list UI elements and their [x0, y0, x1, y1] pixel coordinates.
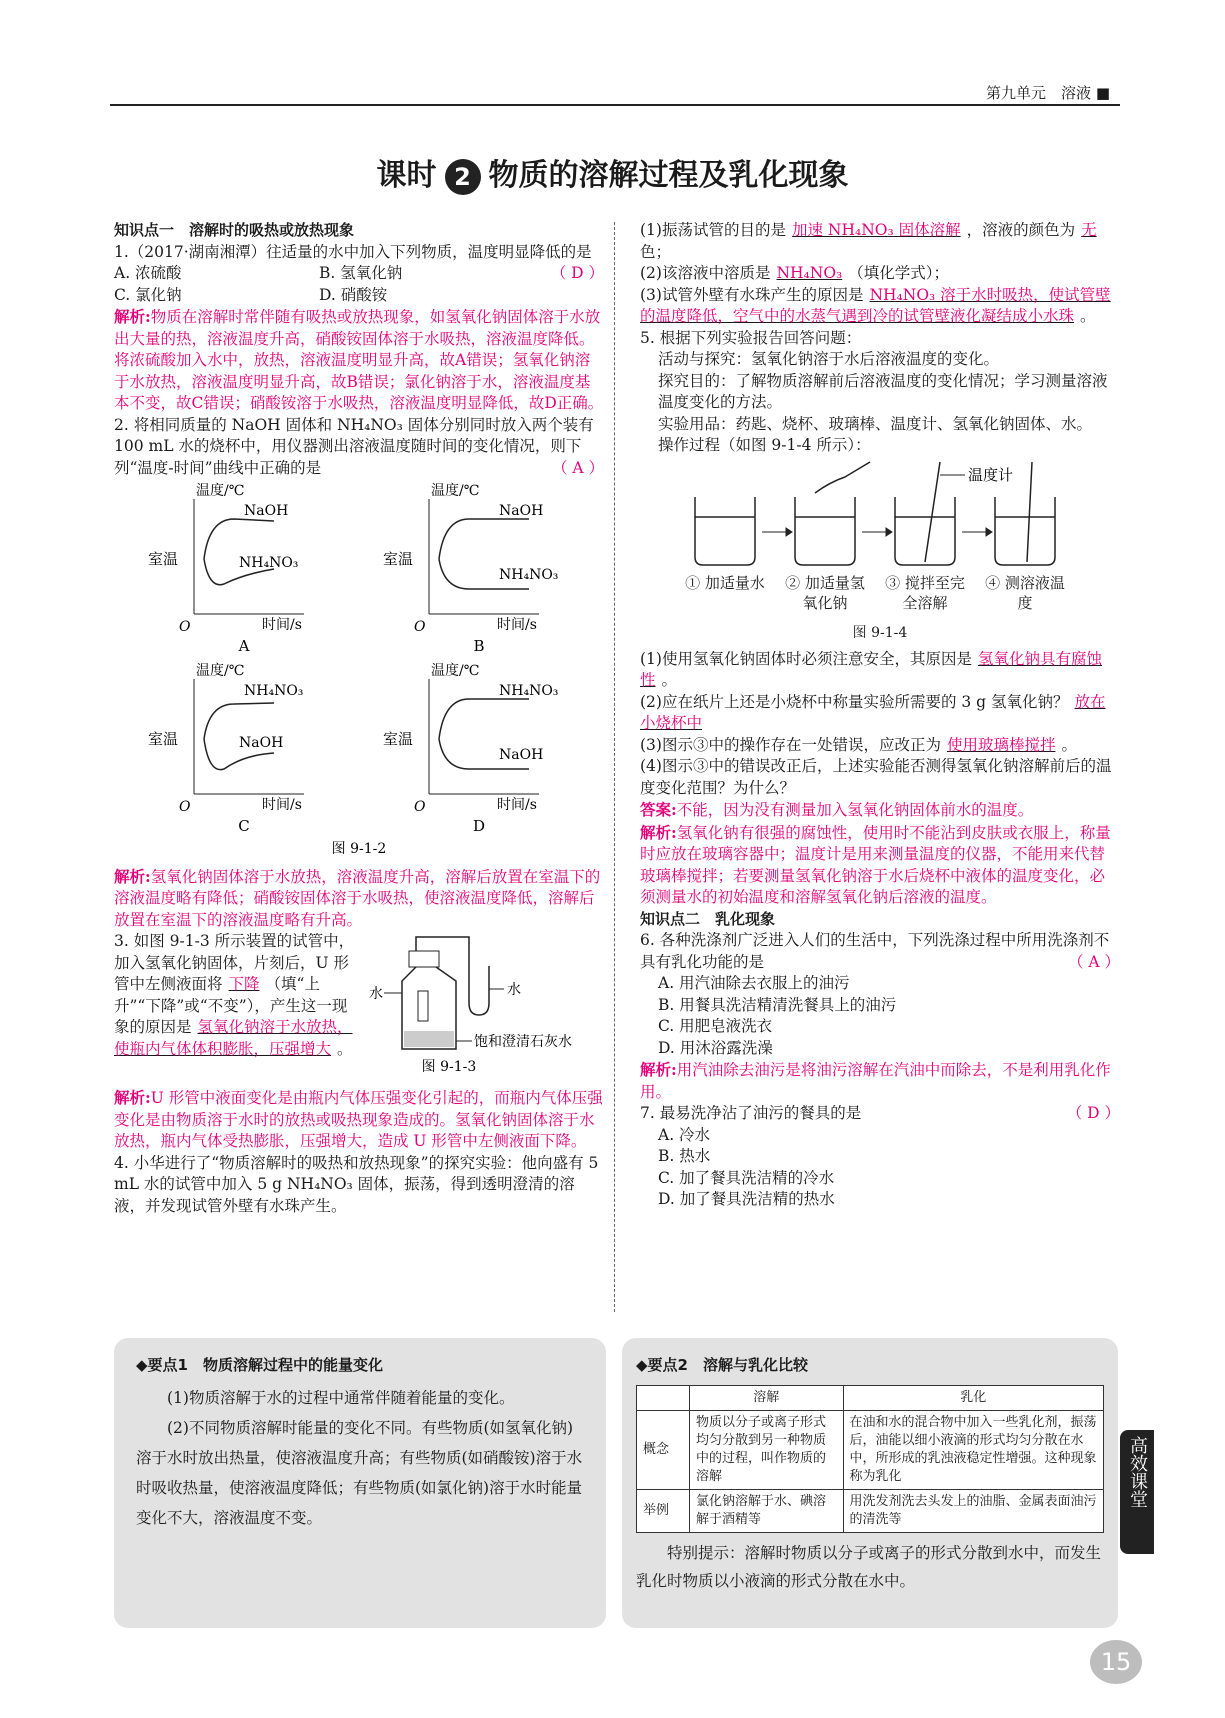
- thermometer-2: [1027, 462, 1032, 562]
- graph-D: [383, 662, 558, 835]
- q3-text: 3. 如图 9-1-3 所示装置的试管中，加入氢氧化钠固体，片刻后，U 形管中左侧液面将 下降 （填“上升”“下降”或“不变”），产生这一现象的原因是 氢氧化钠溶于水放热，使瓶内气体体积膨胀，压强增大 。: [114, 932, 355, 1058]
- svg-text:NH₄NO₃: NH₄NO₃: [239, 555, 299, 571]
- q4-stem: 4. 小华进行了“物质溶解时的吸热和放热现象”的探究实验：他向盛有 5 mL 水的试管中加入 5 g NH₄NO₃ 固体，振荡，得到透明澄清的溶液，并发现试管外壁有水珠产生。: [114, 1153, 599, 1215]
- beaker-3: [895, 497, 955, 565]
- svg-text:室温: 室温: [148, 730, 179, 748]
- figure-9-1-3: [364, 931, 604, 1081]
- svg-text:室温: 室温: [383, 730, 414, 748]
- q3-explanation: 解析:U 形管中液面变化是由瓶内气体压强变化引起的，而瓶内气体压强变化是由物质溶于水时的放热或吸热现象造成的。氢氧化钠固体溶于水放热，瓶内气体受热膨胀，压强增大，造成 U 形管中左侧液面下降。: [114, 1088, 603, 1150]
- q6-stem: 6. 各种洗涤剂广泛进入人们的生活中，下列洗涤过程中所用洗涤剂不具有乳化功能的是 （ A ）: [640, 931, 1120, 971]
- curve-top: [204, 519, 274, 559]
- q6-explanation: 解析:用汽油除去油污是将油污溶解在汽油中而除去，不是利用乳化作用。: [640, 1060, 1111, 1101]
- beaker-2: [795, 497, 855, 565]
- curve-top: [439, 519, 529, 559]
- svg-text:时间/s: 时间/s: [262, 617, 302, 633]
- header-unit: 第九单元 溶液 ■: [986, 84, 1110, 102]
- column-divider: [614, 222, 615, 1312]
- lesson-number-badge: 2: [445, 159, 481, 195]
- svg-text:B: B: [473, 637, 485, 655]
- thermometer-1: [925, 462, 940, 562]
- svg-text:NH₄NO₃: NH₄NO₃: [499, 567, 559, 583]
- q1-stem: 1.（2017·湖南湘潭）往适量的水中加入下列物质，温度明显降低的是 （ D ）: [114, 242, 604, 282]
- graph-C: [148, 662, 304, 835]
- page-title: 课时 2 物质的溶解过程及乳化现象: [376, 158, 849, 193]
- spoon: [815, 462, 870, 493]
- svg-text:水: 水: [369, 986, 383, 1002]
- svg-text:C: C: [238, 817, 250, 835]
- beaker-4: [995, 497, 1055, 565]
- q3-answer-1: 下降: [228, 975, 260, 993]
- beaker-1: [695, 497, 755, 565]
- svg-text:温度计: 温度计: [968, 465, 1014, 484]
- q7-stem: 7. 最易洗净沾了油污的餐具的是 （ D ）: [640, 1104, 1120, 1122]
- svg-text:D: D: [472, 817, 486, 835]
- svg-text:饱和澄清石灰水: 饱和澄清石灰水: [474, 1034, 572, 1050]
- svg-text:O: O: [179, 619, 191, 635]
- key-point-1-box: ◆要点1 物质溶解过程中的能量变化 (1)物质溶解于水的过程中通常伴随着能量的变化。 (2)不同物质溶解时能量的变化不同。有些物质(如氢氧化钠)溶于水时放出热量，使溶液温度升高；有些物质(如硝酸铵)溶于水时吸收热量，使溶液温度降低；有些物质(如氯化钠)溶于水时能量变化不大，溶液温度不变。: [114, 1338, 606, 1628]
- svg-text:室温: 室温: [148, 550, 179, 568]
- q1-options-row1: A. 浓硫酸 B. 氢氧化钠: [114, 264, 403, 282]
- graph-A: [148, 482, 304, 655]
- page-number: 15: [1090, 1640, 1142, 1684]
- q3-block: [114, 931, 604, 1087]
- q2-stem: 2. 将相同质量的 NaOH 固体和 NH₄NO₃ 固体分别同时放入两个装有 100 mL 水的烧杯中，用仪器测出溶液温度随时间的变化情况，则下列“温度-时间”曲线中正确的是 （ A ）: [114, 415, 604, 477]
- svg-text:NH₄NO₃: NH₄NO₃: [244, 683, 304, 699]
- svg-text:温度/℃: 温度/℃: [431, 483, 480, 499]
- svg-text:NaOH: NaOH: [499, 503, 544, 519]
- q1-options-row2: C. 氯化钠 D. 硝酸铵: [114, 285, 388, 304]
- graph-B: [383, 482, 558, 655]
- side-tab: 高效课堂: [1120, 1430, 1154, 1554]
- svg-text:温度/℃: 温度/℃: [196, 483, 245, 499]
- svg-text:NaOH: NaOH: [499, 747, 544, 763]
- curve-top: [439, 699, 529, 739]
- curve-top: [204, 703, 274, 739]
- svg-text:时间/s: 时间/s: [262, 797, 302, 813]
- svg-text:A: A: [238, 637, 250, 655]
- svg-text:O: O: [414, 799, 426, 815]
- comparison-table: 溶解 乳化 概念 物质以分子或离子形式均匀分散到另一种物质中的过程，叫作物质的溶解 在油和水的混合物中加入一些乳化剂，振荡后，油能以细小液滴的形式均匀分散在水中，所形成的乳浊液稳定性增强。这种现象称为乳化 举例 氯化钠溶解于水、碘溶解于酒精等 用洗发剂洗去头发上的油脂、金属表面油污的清洗等: [636, 1385, 1104, 1533]
- special-note: 特别提示：溶解时物质以分子或离子的形式分散到水中，而发生乳化时物质以小液滴的形式分散在水中。: [636, 1544, 1102, 1590]
- section-2-heading: 知识点二 乳化现象: [640, 909, 776, 928]
- right-column: (1)振荡试管的目的是 加速 NH₄NO₃ 固体溶解 ，溶液的颜色为 无色； (2)该溶液中溶质是 NH₄NO₃ （填化学式）； (3)试管外壁有水珠产生的原因是 NH₄NO₃ 溶于水时吸热，使试管壁的温度降低，空气中的水蒸气遇到冷的试管壁液化凝结成小水珠 。 5. 根据下列实验报告回答问题： 活动与探究：氢氧化钠溶于水后溶液温度的变化。 探究目的：了解物质溶解前后溶液温度的变化情况；学习测量溶液温度变化的方法。 实验用品：药匙、烧杯、玻璃棒、温度计、氢氧化钠固体、水。 操作过程（如图 9-1-4 所示）： 温度计 ① 加适量水 ② 加适量氢氧化钠 ③ 搅拌至完全溶解 ④ 测溶液温度 图 9-1-4 (1)使用氢氧化钠固体时必须注意安全，其原因是 氢氧化钠具有腐蚀性 。 (2)应在纸片上还是小烧杯中称量实验所需要的 3 g 氢氧化钠？ 放在小烧杯中 (3)图示③中的操作存在一处错误，应改正为 使用玻璃棒搅拌 。 (4)图示③中的错误改正后，上述实验能否测得氢氧化钠溶解前后的温度变化范围？为什么？ 答案:不能，因为没有测量加入氢氧化钠固体前水的温度。 解析:氢氧化钠有很强的腐蚀性，使用时不能沾到皮肤或衣服上，称量时应放在玻璃容器中；温度计是用来测量温度的仪器，不能用来代替玻璃棒搅拌；若要测量氢氧化钠溶于水后烧杯中液体的温度变化，必须测量水的初始温度和溶解氢氧化钠后溶液的温度。 知识点二 乳化现象 6. 各种洗涤剂广泛进入人们的生活中，下列洗涤过程中所用洗涤剂不具有乳化功能的是 （ A ） A. 用汽油除去衣服上的油污 B. 用餐具洗洁精清洗餐具上的油污 C. 用肥皂液洗衣 D. 用沐浴露洗澡 解析:用汽油除去油污是将油污溶解在汽油中而除去，不是利用乳化作用。 7. 最易洗净沾了油污的餐具的是 （ D ） A. 冷水 B. 热水 C. 加了餐具洗洁精的冷水 D. 加了餐具洗洁精的热水: [640, 221, 1120, 1208]
- figure-9-1-2: [114, 479, 604, 859]
- q1-explanation: 解析:物质在溶解时常伴随有吸热或放热现象，如氢氧化钠固体溶于水放出大量的热，溶液温度升高，硝酸铵固体溶于水吸热，溶液温度降低。将浓硫酸加入水中，放热，溶液温度明显升高，故A错误；氢氧化钠溶于水放热，溶液温度明显升高，故B错误；氯化钠溶于水，溶液温度基本不变，故C错误；硝酸铵溶于水吸热，溶液温度明显降低，故D正确。: [114, 307, 604, 412]
- svg-text:NH₄NO₃: NH₄NO₃: [499, 683, 559, 699]
- svg-text:O: O: [414, 619, 426, 635]
- svg-text:NaOH: NaOH: [239, 735, 284, 751]
- svg-text:图 9-1-3: 图 9-1-3: [421, 1059, 477, 1075]
- q5-answer: 答案:不能，因为没有测量加入氢氧化钠固体前水的温度。: [640, 800, 1034, 819]
- svg-text:温度/℃: 温度/℃: [196, 663, 245, 679]
- section-1-heading: 知识点一 溶解时的吸热或放热现象: [114, 221, 355, 239]
- svg-text:室温: 室温: [383, 550, 414, 568]
- svg-text:O: O: [179, 799, 191, 815]
- q2-explanation: 解析:氢氧化钠固体溶于水放热，溶液温度升高，溶解后放置在室温下的溶液温度略有降低；硝酸铵固体溶于水吸热，使溶液温度降低，溶解后放置在室温下的溶液温度略有升高。: [114, 866, 601, 929]
- key-point-1-title: ◆要点1 物质溶解过程中的能量变化: [136, 1356, 383, 1374]
- test-tube: [418, 991, 428, 1021]
- left-column: [114, 220, 604, 1217]
- svg-text:温度/℃: 温度/℃: [431, 663, 480, 679]
- svg-text:水: 水: [507, 982, 521, 998]
- bottle-stopper: [409, 951, 439, 967]
- q4-sub: (1)振荡试管的目的是 加速 NH₄NO₃ 固体溶解 ，溶液的颜色为 无色；: [640, 221, 1097, 261]
- svg-text:时间/s: 时间/s: [497, 797, 537, 813]
- q3-answer-2: 氢氧化钠溶于水放热，使瓶内气体体积膨胀，压强增大: [114, 1018, 353, 1058]
- key-point-2-box: [622, 1338, 1118, 1628]
- u-tube: [416, 937, 489, 1015]
- figure-9-1-4: 温度计 ① 加适量水 ② 加适量氢氧化钠 ③ 搅拌至完全溶解 ④ 测溶液温度 图 9-1-4: [640, 457, 1120, 649]
- q5-explanation: 解析:氢氧化钠有很强的腐蚀性，使用时不能沾到皮肤或衣服上，称量时应放在玻璃容器中；温度计是用来测量温度的仪器，不能用来代替玻璃棒搅拌；若要测量氢氧化钠溶于水后烧杯中液体的温度变化，必须测量水的初始温度和溶解氢氧化钠后溶液的温度。: [640, 822, 1111, 906]
- svg-text:NaOH: NaOH: [244, 503, 289, 519]
- lime-water: [404, 1031, 454, 1047]
- fig-caption-9-1-2: 图 9-1-2: [331, 841, 387, 857]
- q5-stem: 5. 根据下列实验报告回答问题：: [640, 328, 862, 347]
- key-point-2-title: ◆要点2 溶解与乳化比较: [636, 1356, 808, 1374]
- page-header: [110, 60, 1120, 106]
- svg-text:时间/s: 时间/s: [497, 617, 537, 633]
